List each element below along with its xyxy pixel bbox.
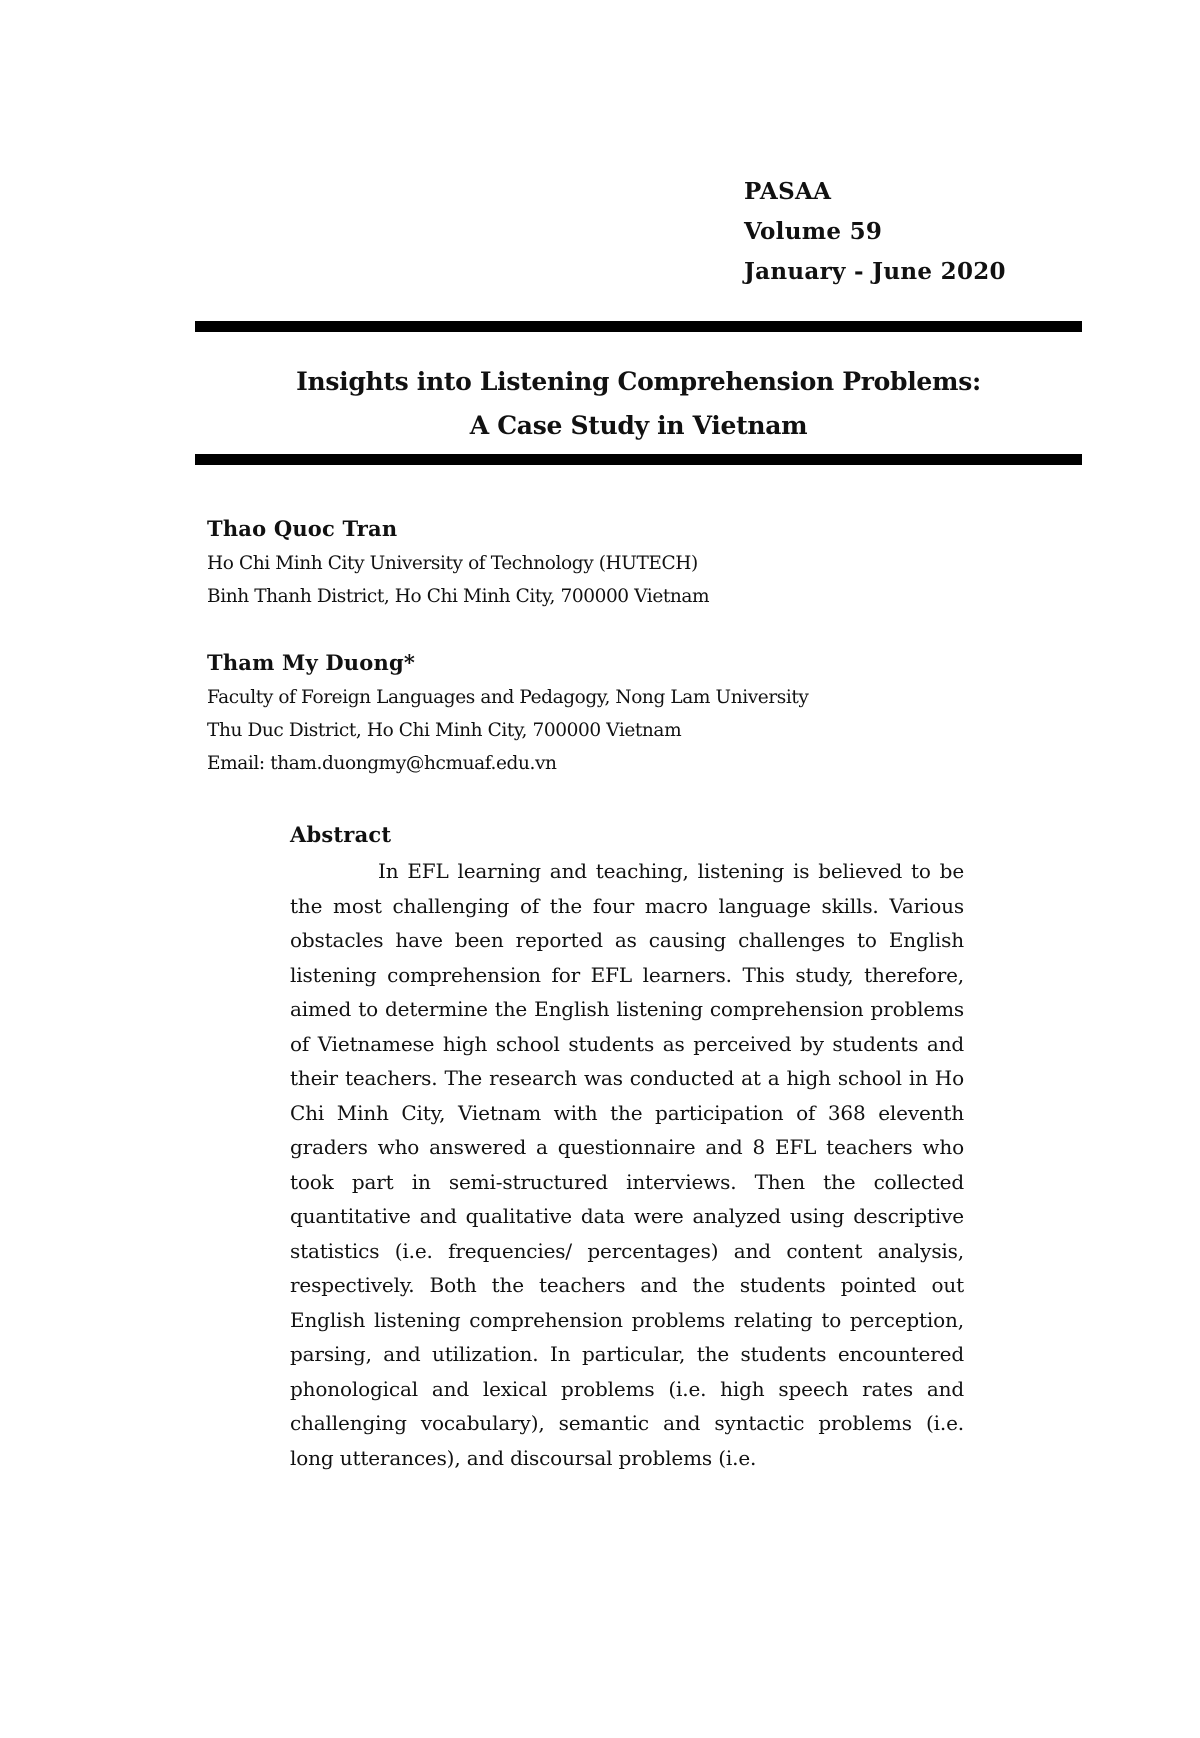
author-affiliation: Faculty of Foreign Languages and Pedagogy, Nong Lam University [207,687,809,708]
journal-volume: Volume 59 [744,218,883,245]
author-address: Binh Thanh District, Ho Chi Minh City, 700000 Vietnam [207,586,710,607]
abstract-section [290,818,964,1475]
article-title [195,360,1082,448]
article-title-line-2: A Case Study in Vietnam [469,411,808,440]
journal-info [744,172,1006,292]
journal-name: PASAA [744,178,832,205]
article-title-line-1: Insights into Listening Comprehension Problems: [296,367,981,396]
author-affiliation: Ho Chi Minh City University of Technology (HUTECH) [207,553,698,574]
author-block-1 [207,512,709,613]
author-email: Email: tham.duongmy@hcmuaf.edu.vn [207,753,557,774]
author-block-2 [207,646,808,780]
title-rule-bottom [195,454,1082,465]
author-name: Tham My Duong* [207,650,416,675]
author-address: Thu Duc District, Ho Chi Minh City, 700000 Vietnam [207,720,682,741]
abstract-body: In EFL learning and teaching, listening is believed to be the most challenging of the four macro language skills. Various obstacles have been reported as causing challenges to English listening comprehension for EFL learners. This study, therefore, aimed to determine the English listening comprehension problems of Vietnamese high school students as perceived by students and their teachers. The research was conducted at a high school in Ho Chi Minh City, Vietnam with the participation of 368 eleventh graders who answered a questionnaire and 8 EFL teachers who took part in semi-structured interviews. Then the collected quantitative and qualitative data were analyzed using descriptive statistics (i.e. frequencies/ percentages) and content analysis, respectively. Both the teachers and the students pointed out English listening comprehension problems relating to perception, parsing, and utilization. In particular, the students encountered phonological and lexical problems (i.e. high speech rates and challenging vocabulary), semantic and syntactic problems (i.e. long utterances), and discoursal problems (i.e. [290,859,964,1470]
author-name: Thao Quoc Tran [207,516,398,541]
abstract-heading: Abstract [290,822,392,847]
journal-date: January - June 2020 [744,258,1006,285]
title-rule-top [195,321,1082,332]
